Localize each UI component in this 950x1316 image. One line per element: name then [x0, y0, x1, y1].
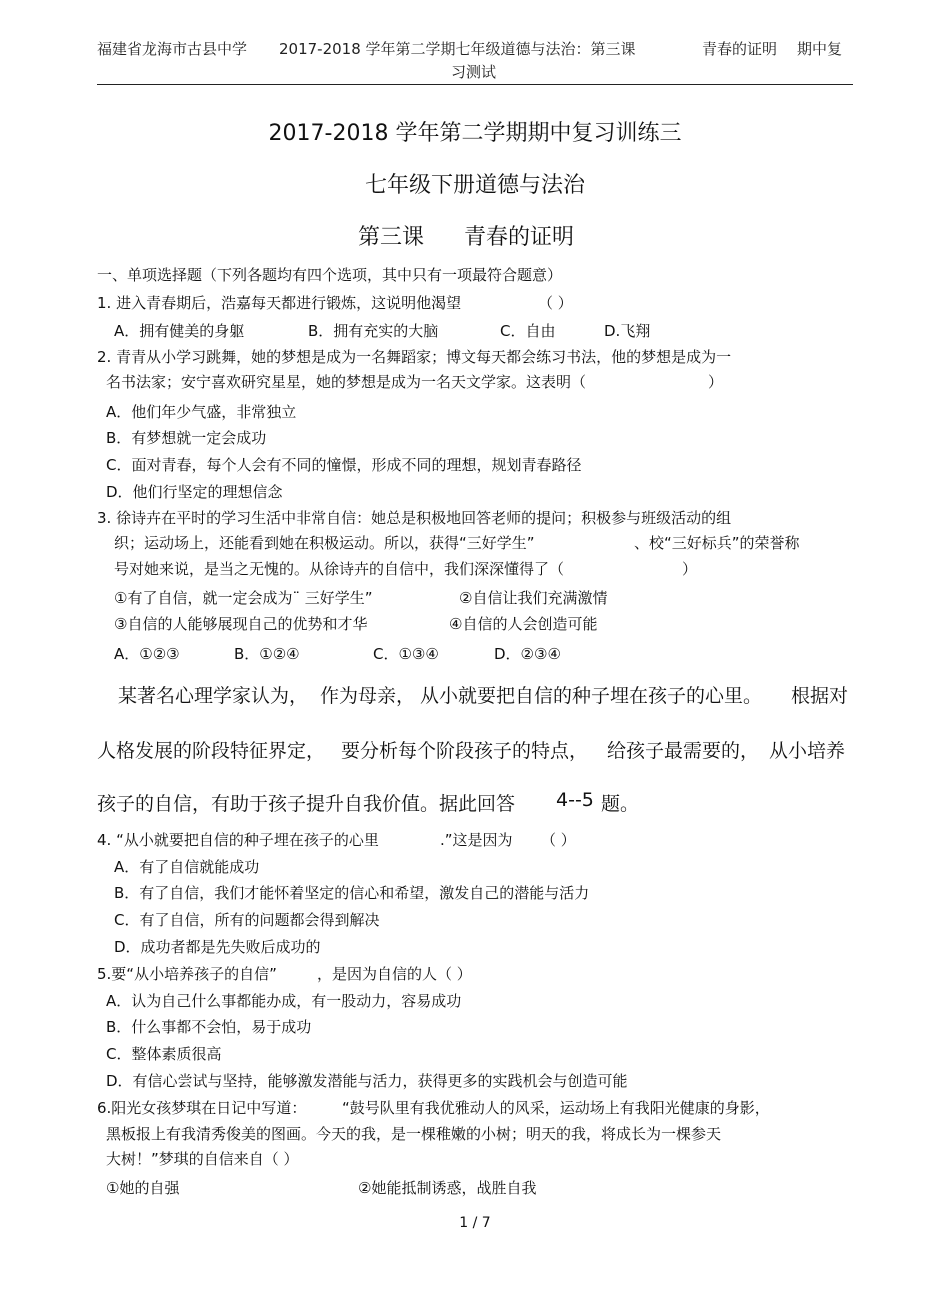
q4-option-d: D．成功者都是先失败后成功的: [114, 938, 321, 956]
q3-close-paren: ）: [682, 560, 698, 578]
q2-stem-line1: 2. 青青从小学习跳舞，她的梦想是成为一名舞蹈家；博文每天都会练习书法，他的梦想是成为一: [97, 348, 732, 366]
q3-option-c: C．①③④: [373, 645, 439, 663]
q1-answer-paren: （ ）: [538, 294, 573, 312]
header-line2: 习测试: [451, 63, 497, 81]
header-lesson: 青春的证明: [702, 40, 778, 58]
q3-statement-4: ④自信的人会创造可能: [449, 615, 598, 633]
q2-option-b: B．有梦想就一定会成功: [106, 429, 267, 447]
q4-option-c: C．有了自信，所有的问题都会得到解决: [114, 911, 380, 929]
q5-stem-a: 5.要“从小培养孩子的自信”: [97, 965, 277, 983]
header-rule: [97, 84, 853, 85]
page-number: 1 / 7: [459, 1215, 491, 1231]
q4-answer-paren: （ ）: [541, 831, 576, 849]
q3-statement-3: ③自信的人能够展现自己的优势和才华: [114, 615, 368, 633]
q2-option-a: A．他们年少气盛，非常独立: [106, 403, 297, 421]
q6-statement-1: ①她的自强: [106, 1179, 180, 1197]
q6-stem-line1a: 6.阳光女孩梦琪在日记中写道：: [97, 1099, 307, 1117]
q1-option-c: C．自由: [500, 322, 556, 340]
q3-statement-2: ②自信让我们充满激情: [459, 589, 608, 607]
q3-option-b: B．①②④: [234, 645, 300, 663]
passage-line1a: 某著名心理学家认为，: [118, 685, 309, 707]
header-school: 福建省龙海市古县中学: [97, 40, 248, 58]
passage-line1c: 从小就要把自信的种子埋在孩子的心里。: [420, 685, 763, 707]
q5-option-a: A．认为自己什么事都能办成，有一股动力，容易成功: [106, 992, 462, 1010]
page-title: 2017-2018 学年第二学期期中复习训练三: [268, 121, 682, 146]
header-course: 2017-2018 学年第二学期七年级道德与法治：第三课: [279, 40, 636, 58]
q3-stem-line2a: 织；运动场上，还能看到她在积极运动。所以，获得“三好学生”: [114, 534, 535, 552]
passage-line2d: 从小培养: [769, 740, 846, 762]
q2-option-c: C．面对青春，每个人会有不同的憧憬，形成不同的理想，规划青春路径: [106, 456, 582, 474]
q3-stem-line2b: 、校“三好标兵”的荣誉称: [634, 534, 800, 552]
q4-option-a: A．有了自信就能成功: [114, 858, 260, 876]
q6-statement-2: ②她能抵制诱惑，战胜自我: [358, 1179, 537, 1197]
q1-option-b: B．拥有充实的大脑: [308, 322, 439, 340]
q3-stem-line3: 号对她来说，是当之无愧的。从徐诗卉的自信中，我们深深懂得了（: [114, 560, 565, 578]
q1-option-d: D.飞翔: [604, 322, 651, 340]
q5-option-c: C．整体素质很高: [106, 1045, 222, 1063]
header-midterm: 期中复: [797, 40, 843, 58]
q6-stem-line3: 大树！”梦琪的自信来自（ ）: [106, 1150, 299, 1168]
q6-stem-line1b: “鼓号队里有我优雅动人的风采，运动场上有我阳光健康的身影，: [342, 1099, 770, 1117]
lesson-title: 青春的证明: [464, 225, 575, 250]
q5-option-b: B．什么事都不会怕，易于成功: [106, 1018, 312, 1036]
passage-line2b: 要分析每个阶段孩子的特点，: [341, 740, 589, 762]
subject-title: 七年级下册道德与法治: [364, 173, 585, 198]
passage-line1d: 根据对: [791, 685, 849, 707]
q3-option-a: A．①②③: [114, 645, 180, 663]
q4-stem-b: .”这是因为: [440, 831, 513, 849]
q2-stem-line2: 名书法家；安宁喜欢研究星星，她的梦想是成为一名天文学家。这表明（: [106, 373, 587, 391]
passage-line1b: 作为母亲，: [320, 685, 416, 707]
passage-line2c: 给孩子最需要的，: [607, 740, 760, 762]
passage-line3c: 题。: [601, 793, 640, 815]
q6-stem-line2: 黑板报上有我清秀俊美的图画。今天的我，是一棵稚嫩的小树；明天的我，将成长为一棵参天: [106, 1125, 722, 1143]
passage-line3a: 孩子的自信，有助于孩子提升自我价值。据此回答: [97, 793, 516, 815]
passage-line2a: 人格发展的阶段特征界定，: [97, 740, 326, 762]
q3-statement-1: ①有了自信，就一定会成为¨ 三好学生”: [114, 589, 373, 607]
passage-line3b: 4--5: [556, 789, 594, 811]
q3-stem-line1: 3. 徐诗卉在平时的学习生活中非常自信：她总是积极地回答老师的提问；积极参与班级活动的组: [97, 509, 732, 527]
q4-stem-a: 4. “从小就要把自信的种子埋在孩子的心里: [97, 831, 379, 849]
q2-close-paren: ）: [708, 373, 724, 391]
q2-option-d: D．他们行坚定的理想信念: [106, 483, 283, 501]
section-heading: 一、单项选择题（下列各题均有四个选项，其中只有一项最符合题意）: [97, 266, 563, 284]
q5-option-d: D．有信心尝试与坚持，能够激发潜能与活力，获得更多的实践机会与创造可能: [106, 1072, 628, 1090]
q1-stem: 1. 进入青春期后，浩嘉每天都进行锻炼，这说明他渴望: [97, 294, 462, 312]
q4-option-b: B．有了自信，我们才能怀着坚定的信心和希望，激发自己的潜能与活力: [114, 884, 590, 902]
q3-option-d: D．②③④: [494, 645, 561, 663]
q5-stem-b: ，是因为自信的人（ ）: [317, 965, 472, 983]
lesson-number: 第三课: [358, 225, 425, 250]
q1-option-a: A．拥有健美的身躯: [114, 322, 245, 340]
